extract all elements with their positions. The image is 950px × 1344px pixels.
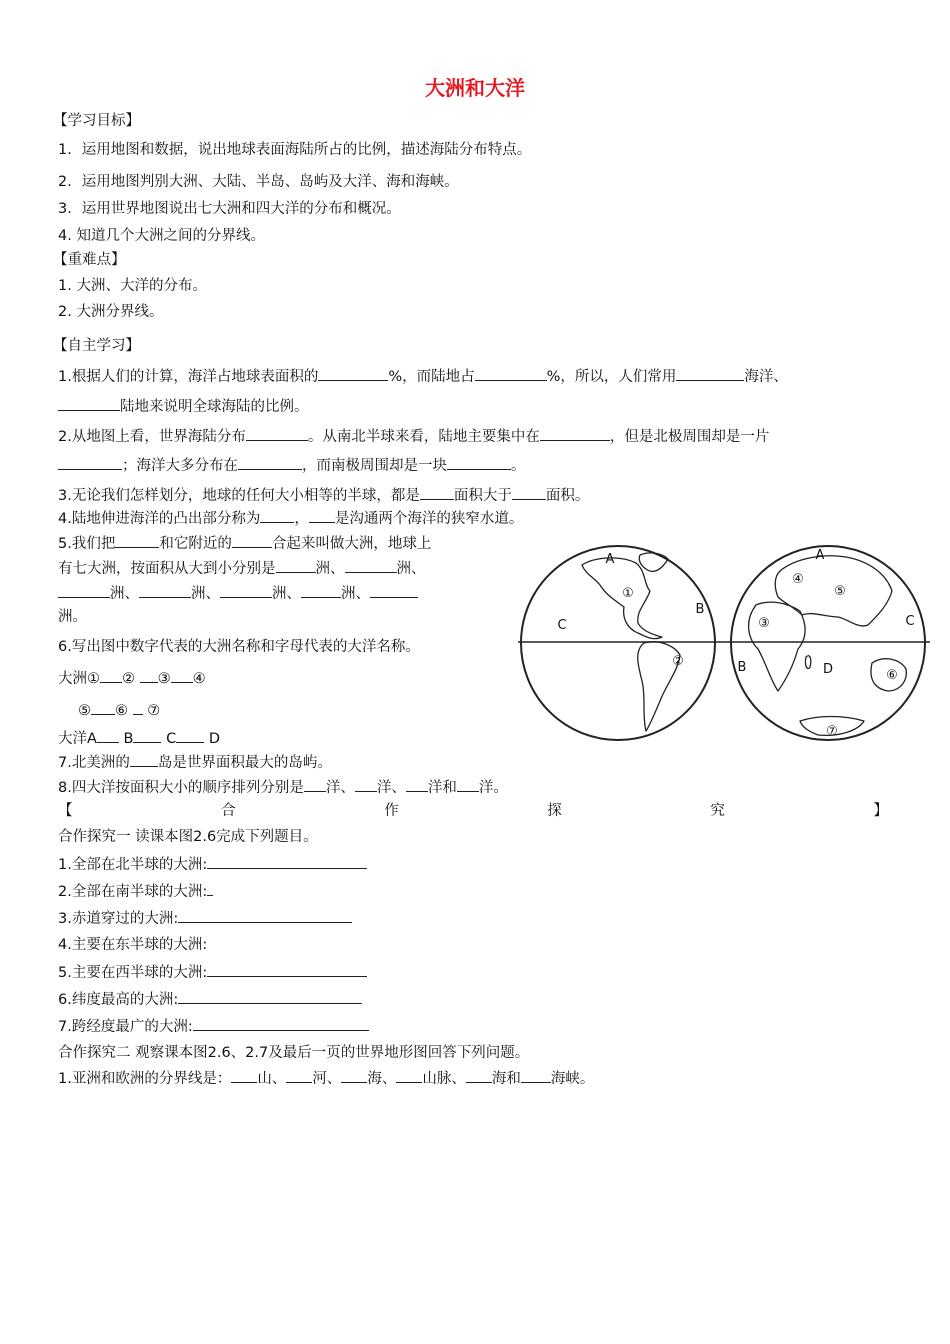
answer-blank[interactable] — [238, 455, 302, 470]
answer-blank[interactable] — [406, 777, 428, 792]
part1-item: 5.主要在西半球的大洲: — [58, 962, 367, 983]
question-6: 6.写出图中数字代表的大洲名称和字母代表的大洋名称。 — [58, 639, 420, 655]
answer-blank[interactable] — [232, 533, 272, 548]
question-3: 3.无论我们怎样划分，地球的任何大小相等的半球，都是 面积大于 面积。 — [58, 485, 589, 506]
objectives-heading: 【学习目标】 — [53, 113, 140, 129]
answer-blank[interactable] — [246, 426, 308, 441]
answer-blank[interactable] — [171, 668, 193, 683]
objective-item: 4. 知道几个大洲之间的分界线。 — [58, 228, 265, 244]
answer-blank[interactable] — [133, 700, 143, 715]
answer-blank[interactable] — [260, 508, 294, 523]
answer-blank[interactable] — [97, 728, 119, 743]
part1-item: 2.全部在南半球的大洲: — [58, 881, 213, 902]
part1-item: 4.主要在东半球的大洲: — [58, 937, 208, 953]
part1-title: 合作探究一 读课本图2.6完成下列题目。 — [58, 829, 318, 845]
answer-blank[interactable] — [100, 668, 122, 683]
answer-blank[interactable] — [91, 700, 115, 715]
answer-blank[interactable] — [447, 455, 511, 470]
answer-blank[interactable] — [193, 1016, 369, 1031]
part1-item: 6.纬度最高的大洲: — [58, 989, 362, 1010]
oceans-answer-row: 大洋A B C D — [58, 728, 220, 749]
answer-blank[interactable] — [309, 508, 335, 523]
map-label-east-4: ④ — [792, 572, 804, 587]
objective-item: 1．运用地图和数据，说出地球表面海陆所占的比例，描述海陆分布特点。 — [58, 142, 532, 158]
answer-blank[interactable] — [207, 881, 213, 896]
question-7: 7.北美洲的 岛是世界面积最大的岛屿。 — [58, 752, 332, 773]
answer-blank[interactable] — [176, 728, 204, 743]
map-label-east-A: A — [815, 548, 825, 563]
answer-blank[interactable] — [207, 854, 367, 869]
answer-blank[interactable] — [420, 485, 454, 500]
keypoint-item: 1. 大洲、大洋的分布。 — [58, 278, 207, 294]
answer-blank[interactable] — [301, 583, 341, 598]
question-5-cont: 有七大洲，按面积从大到小分别是 洲、 洲、 — [58, 558, 426, 579]
madagascar-outline — [805, 656, 810, 669]
map-label-east-7: ⑦ — [826, 724, 838, 739]
keypoint-item: 2. 大洲分界线。 — [58, 304, 164, 320]
part2-title: 合作探究二 观察课本图2.6、2.7及最后一页的世界地形图回答下列问题。 — [58, 1045, 530, 1061]
greenland-outline — [639, 553, 668, 571]
part2-question-1: 1.亚洲和欧洲的分界线是： 山、 河、 海、 山脉、 海和 海峡。 — [58, 1068, 594, 1089]
answer-blank[interactable] — [521, 1068, 551, 1083]
objective-item: 2．运用地图判别大洲、大陆、半岛、岛屿及大洋、海和海峡。 — [58, 174, 459, 190]
answer-blank[interactable] — [341, 1068, 367, 1083]
question-4: 4.陆地伸进海洋的凸出部分称为 ， 是沟通两个海洋的狭窄水道。 — [58, 508, 523, 529]
question-2: 2.从地图上看，世界海陆分布 。从南北半球来看，陆地主要集中在 ，但是北极周围却是一片 — [58, 426, 769, 447]
eastern-hemisphere-outline — [731, 546, 925, 740]
answer-blank[interactable] — [231, 1068, 257, 1083]
map-label-west-A: A — [605, 552, 615, 567]
map-label-east-D: D — [822, 662, 834, 677]
answer-blank[interactable] — [276, 558, 316, 573]
map-label-west-1: ① — [622, 586, 634, 601]
map-label-east-3: ③ — [758, 616, 770, 631]
page-title: 大洲和大洋 — [425, 76, 525, 100]
map-label-west-B: B — [695, 602, 705, 617]
map-label-east-6: ⑥ — [886, 668, 898, 683]
answer-blank[interactable] — [304, 777, 326, 792]
answer-blank[interactable] — [133, 728, 161, 743]
answer-blank[interactable] — [140, 668, 158, 683]
hemisphere-map — [512, 545, 932, 745]
answer-blank[interactable] — [178, 908, 352, 923]
answer-blank[interactable] — [355, 777, 377, 792]
answer-blank[interactable] — [58, 455, 122, 470]
objective-item: 3．运用世界地图说出七大洲和四大洋的分布和概况。 — [58, 201, 401, 217]
part1-item: 1.全部在北半球的大洲: — [58, 854, 367, 875]
africa-outline — [749, 602, 805, 691]
answer-blank[interactable] — [466, 1068, 492, 1083]
answer-blank[interactable] — [286, 1068, 312, 1083]
continents-answer-row: 大洲① ② ③ ④ — [58, 668, 206, 689]
part1-item: 3.赤道穿过的大洲: — [58, 908, 352, 929]
answer-blank[interactable] — [139, 583, 191, 598]
question-5: 5.我们把 和它附近的 合起来叫做大洲，地球上 — [58, 533, 431, 554]
map-label-east-B: B — [737, 660, 747, 675]
western-hemisphere-outline — [521, 546, 715, 740]
question-1: 1.根据人们的计算，海洋占地球表面积的 %，而陆地占 %，所以，人们常用 海洋、 — [58, 366, 788, 387]
answer-blank[interactable] — [207, 962, 367, 977]
question-8: 8.四大洋按面积大小的顺序排列分别是 洋、 洋、 洋和 洋。 — [58, 777, 508, 798]
answer-blank[interactable] — [115, 533, 159, 548]
answer-blank[interactable] — [475, 366, 547, 381]
answer-blank[interactable] — [370, 583, 418, 598]
answer-blank[interactable] — [130, 752, 158, 767]
cooperative-heading: 【 合 作 探 究 】 — [58, 803, 888, 819]
answer-blank[interactable] — [58, 396, 120, 411]
answer-blank[interactable] — [396, 1068, 422, 1083]
answer-blank[interactable] — [178, 989, 362, 1004]
part1-item: 7.跨经度最广的大洲: — [58, 1016, 369, 1037]
continents-answer-row-2: ⑤ ⑥ ⑦ — [78, 700, 160, 721]
question-5-end: 洲。 — [58, 609, 87, 625]
question-1-cont: 陆地来说明全球海陆的比例。 — [58, 396, 309, 417]
map-label-west-C: C — [557, 618, 567, 633]
question-2-cont: ；海洋大多分布在 ，而南极周围却是一块 。 — [58, 455, 526, 476]
answer-blank[interactable] — [676, 366, 744, 381]
answer-blank[interactable] — [345, 558, 397, 573]
answer-blank[interactable] — [318, 366, 388, 381]
map-label-east-5: ⑤ — [834, 584, 846, 599]
answer-blank[interactable] — [540, 426, 610, 441]
keypoints-heading: 【重难点】 — [53, 252, 126, 268]
self-study-heading: 【自主学习】 — [53, 338, 140, 354]
answer-blank[interactable] — [58, 583, 110, 598]
answer-blank[interactable] — [457, 777, 479, 792]
answer-blank[interactable] — [220, 583, 272, 598]
map-label-east-C: C — [905, 614, 915, 629]
map-label-west-2: ② — [672, 654, 684, 669]
question-5-cont: 洲、 洲、 洲、 洲、 — [58, 583, 418, 604]
answer-blank[interactable] — [512, 485, 546, 500]
